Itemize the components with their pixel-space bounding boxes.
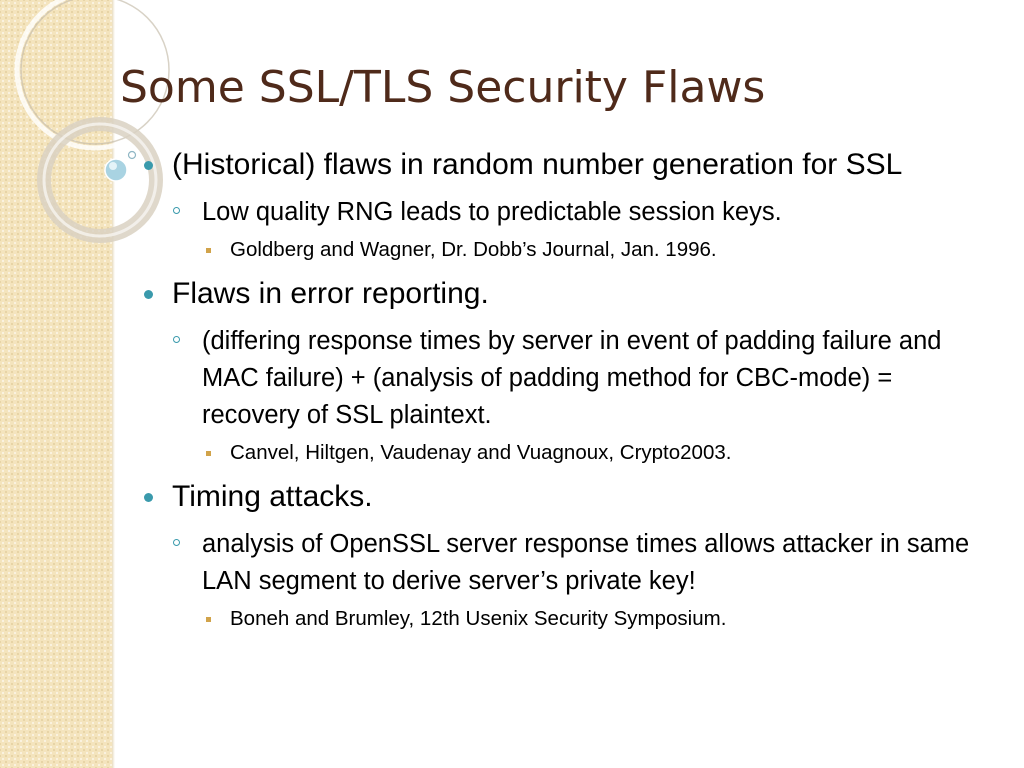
square-bullet-icon	[206, 248, 211, 253]
reference-canvel	[202, 436, 970, 470]
ring-bullet-icon	[173, 336, 180, 343]
bullet-dot-icon	[144, 290, 153, 299]
sub-bullet-text: (differing response times by server in event of padding failure and MAC failure) + (analysis of padding method for CBC-mode) = recovery of SSL plaintext.	[202, 327, 942, 429]
slide-content	[140, 146, 970, 644]
sub-bullet-openssl	[172, 526, 970, 600]
ring-bullet-icon	[173, 207, 180, 214]
sub-bullet-rng	[172, 194, 970, 231]
bullet-text: (Historical) flaws in random number generation for SSL	[172, 148, 903, 181]
reference-text: Canvel, Hiltgen, Vaudenay and Vuagnoux, Crypto2003.	[230, 441, 732, 464]
reference-goldberg-wagner	[202, 233, 970, 267]
reference-boneh-brumley	[202, 602, 970, 636]
bullet-text: Flaws in error reporting.	[172, 277, 489, 310]
sub-bullet-text: analysis of OpenSSL server response times allows attacker in same LAN segment to derive server’s private key!	[202, 530, 970, 595]
bullet-timing-attacks	[140, 478, 970, 516]
bullet-rng-flaws	[140, 146, 970, 184]
square-bullet-icon	[206, 617, 211, 622]
reference-text: Goldberg and Wagner, Dr. Dobb’s Journal, Jan. 1996.	[230, 238, 717, 261]
bullet-dot-icon	[144, 493, 153, 502]
ring-bullet-icon	[173, 539, 180, 546]
sub-bullet-text: Low quality RNG leads to predictable session keys.	[202, 198, 782, 226]
sub-bullet-padding	[172, 323, 970, 434]
bullet-text: Timing attacks.	[172, 480, 373, 513]
slide-title: Some SSL/TLS Security Flaws	[120, 62, 766, 113]
bullet-dot-icon	[144, 161, 153, 170]
square-bullet-icon	[206, 451, 211, 456]
bullet-error-reporting	[140, 275, 970, 313]
reference-text: Boneh and Brumley, 12th Usenix Security Symposium.	[230, 607, 727, 630]
